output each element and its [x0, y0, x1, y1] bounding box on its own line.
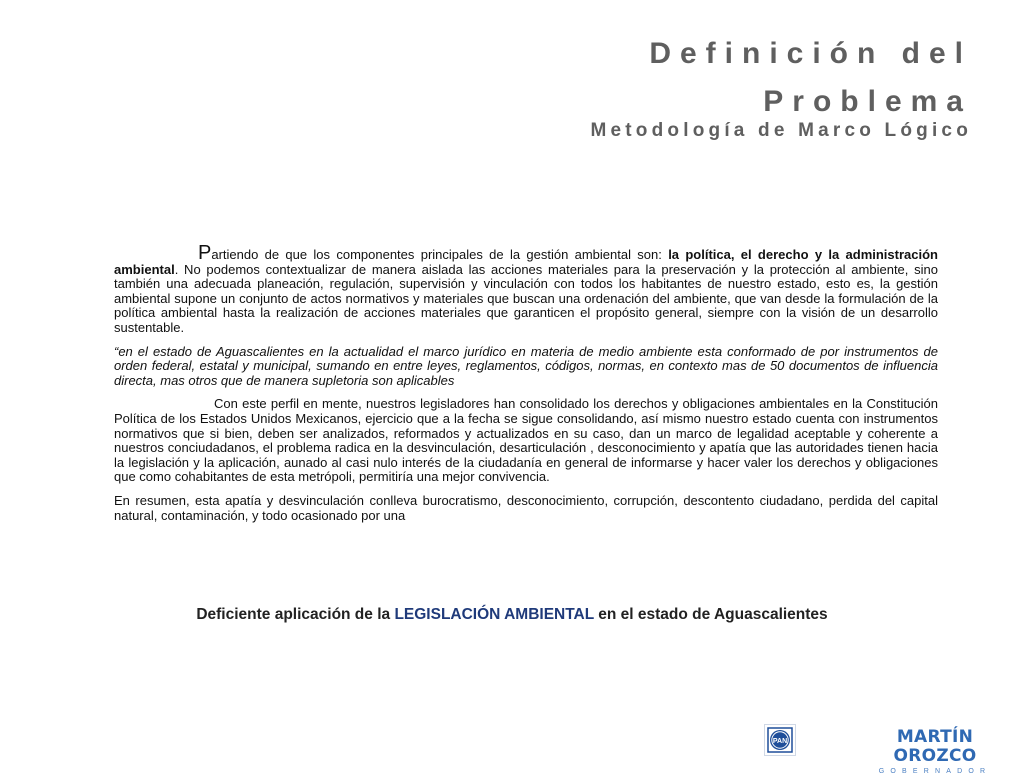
paragraph-intro [114, 242, 938, 336]
paragraph-intro-rest: . No podemos contextualizar de manera aislada las acciones materiales para la preservación y la protección al ambiente, sino también una adecuada planeación, regulación, supervisión y vinculación con todos los habitantes de nuestro estado, esto es, la gestión ambiental supone un conjunto de actos normativos y materiales que buscan una ordenación del ambiente, que van desde la formulación de la política ambiental hasta la realización de acciones materiales que garanticen el propósito general, siempre con la visión de un desarrollo sustentable. [114, 261, 938, 335]
pan-party-logo-icon [764, 724, 796, 756]
slide-title-line-1: Definición del [649, 37, 972, 70]
body-text [114, 242, 938, 532]
paragraph-profile [114, 397, 938, 485]
paragraph-intro-bold: la política, el derecho y la administración ambiental [114, 247, 938, 277]
pan-logo-text: PAN [772, 738, 788, 745]
paragraph-summary: En resumen, esta apatía y desvinculación conlleva burocratismo, desconocimiento, corrupción, descontento ciudadano, perdida del capital natural, contaminación, y todo ocasionado por una [114, 492, 938, 523]
slide-title [649, 30, 972, 126]
paragraph-quote: “en el estado de Aguascalientes en la actualidad el marco jurídico en materia de medio ambiente esta conformado de por instrumentos de orden federal, estatal y municipal, sumando en entre leyes, reglamentos, códigos, normas, en contexto mas de 50 documentos de influencia directa, mas otros que de manera supletoria son aplicables [114, 343, 938, 388]
drop-cap: P [198, 242, 212, 264]
governor-logo [860, 728, 1010, 776]
paragraph-intro-text: artiendo de que los componentes principales de la gestión ambiental son: [211, 247, 669, 262]
conclusion-after: en el estado de Aguascalientes [593, 606, 828, 623]
paragraph-profile-text: Con este perfil en mente, nuestros legisladores han consolidado los derechos y obligaciones ambientales en la Constitución Política de los Estados Unidos Mexicanos, ejercicio que a la fecha se sigue consolidando, así mismo nuestro estado cuenta con instrumentos normativos que si bien, deben ser analizados, reformados y actualizados en su caso, dan un marco de legalidad aceptable y coherente a nuestros conciudadanos, el problema radica en la desvinculación, desarticulación , desconocimiento y apatía que las autoridades tienen hacia la legislación y la aplicación, aunado al casi nulo interés de la ciudadanía en general de informarse y hacer valer los derechos y obligaciones que como cohabitantes de esta metrópoli, permitiría una mejor convivencia. [114, 396, 938, 485]
conclusion-before: Deficiente aplicación de la [196, 606, 395, 623]
governor-role: GOBERNADOR [878, 768, 992, 775]
slide-title-line-2: Problema [763, 85, 972, 118]
conclusion-statement [0, 606, 1024, 624]
conclusion-highlight: LEGISLACIÓN AMBIENTAL [394, 606, 594, 623]
governor-name: MARTÍN OROZCO [893, 727, 977, 766]
slide-subtitle: Metodología de Marco Lógico [590, 120, 972, 141]
